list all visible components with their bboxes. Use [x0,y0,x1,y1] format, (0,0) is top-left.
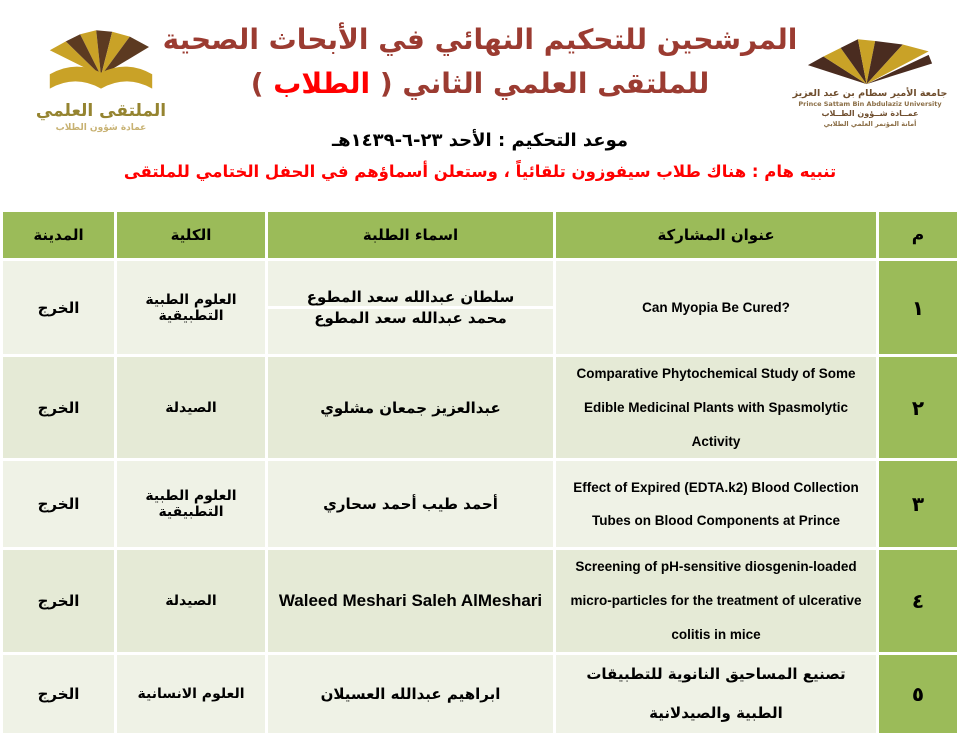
student-names-cell: أحمد طيب أحمد سحاري [268,461,553,547]
important-notice-line: تنبيه هام : هناك طلاب سيفوزون تلقائياً ، وستعلن أسماؤهم في الحفل الختامي للملتقى [123,162,837,181]
participation-title-cell: Screening of pH-sensitive diosgenin-loaded micro-particles for the treatment of ulcerative colitis in mice [556,550,876,651]
fanned-book-icon [801,32,939,88]
slide-title-line1: المرشحين للتحكيم النهائي في الأبحاث الصحية [162,23,798,56]
judging-date-line: موعد التحكيم : الأحد ٢٣-٦-١٤٣٩هـ [331,130,629,151]
title-students-highlight: الطلاب [273,67,371,100]
participation-title-cell: Effect of Expired (EDTA.k2) Blood Collection Tubes on Blood Components at Prince [556,461,876,547]
col-header-students: اسماء الطلبة [268,212,553,258]
row-number-cell: ٥ [879,655,957,733]
student-name: سلطان عبدالله سعد المطوع [306,288,515,306]
table-row [3,655,957,733]
city-cell: الخرج [3,357,114,458]
table-row [3,550,957,651]
city-cell: الخرج [3,261,114,354]
student-names-cell: ابراهيم عبدالله العسيلان [268,655,553,733]
college-cell: الصيدلة [117,357,265,458]
student-names-cell: Waleed Meshari Saleh AlMeshari [268,550,553,651]
row-number-cell: ٢ [879,357,957,458]
university-name-en: Prince Sattam Bin Abdulaziz University [798,99,942,108]
table-row [3,261,957,354]
deanship-line: عمــادة شــؤون الطــلاب [821,109,919,119]
candidates-table [0,209,960,736]
college-cell: العلوم الانسانية [117,655,265,733]
title-line2-prefix: للملتقى العلمي الثاني ( [370,67,710,100]
slide-title [150,18,810,106]
student-name: محمد عبدالله سعد المطوع [268,306,553,327]
row-number-cell: ٤ [879,550,957,651]
row-number-cell: ١ [879,261,957,354]
logo-left-subtitle: عمادة شؤون الطلاب [55,122,147,133]
university-logo [786,32,954,128]
table-body [3,261,957,733]
table-row [3,357,957,458]
city-cell: الخرج [3,550,114,651]
logo-left-title: الملتقى العلمي [35,101,167,121]
participation-title-cell: Can Myopia Be Cured? [556,261,876,354]
col-header-title: عنوان المشاركة [556,212,876,258]
table-row [3,461,957,547]
col-header-college: الكلية [117,212,265,258]
title-line2-suffix: ) [250,67,274,100]
city-cell: الخرج [3,655,114,733]
slide-title-line2 [150,62,810,106]
participation-title-cell: تصنيع المساحيق النانوية للتطبيقات الطبية والصيدلانية [556,655,876,733]
city-cell: الخرج [3,461,114,547]
scientific-forum-logo [16,24,186,133]
slide [0,18,960,738]
col-header-num: م [879,212,957,258]
col-header-city: المدينة [3,212,114,258]
college-cell: العلوم الطبية التطبيقية [117,461,265,547]
secretariat-line: أمانة المؤتمر العلمي الطلابي [823,119,917,128]
table-header-row [3,212,957,258]
open-book-icon [37,24,165,102]
row-number-cell: ٣ [879,461,957,547]
college-cell: العلوم الطبية التطبيقية [117,261,265,354]
participation-title-cell: Comparative Phytochemical Study of Some Edible Medicinal Plants with Spasmolytic Activity [556,357,876,458]
college-cell: الصيدلة [117,550,265,651]
university-name-ar: جامعة الأمير سطام بن عبد العزيز [792,88,948,99]
student-names-cell: عبدالعزيز جمعان مشلوي [268,357,553,458]
student-names-cell [268,261,553,354]
